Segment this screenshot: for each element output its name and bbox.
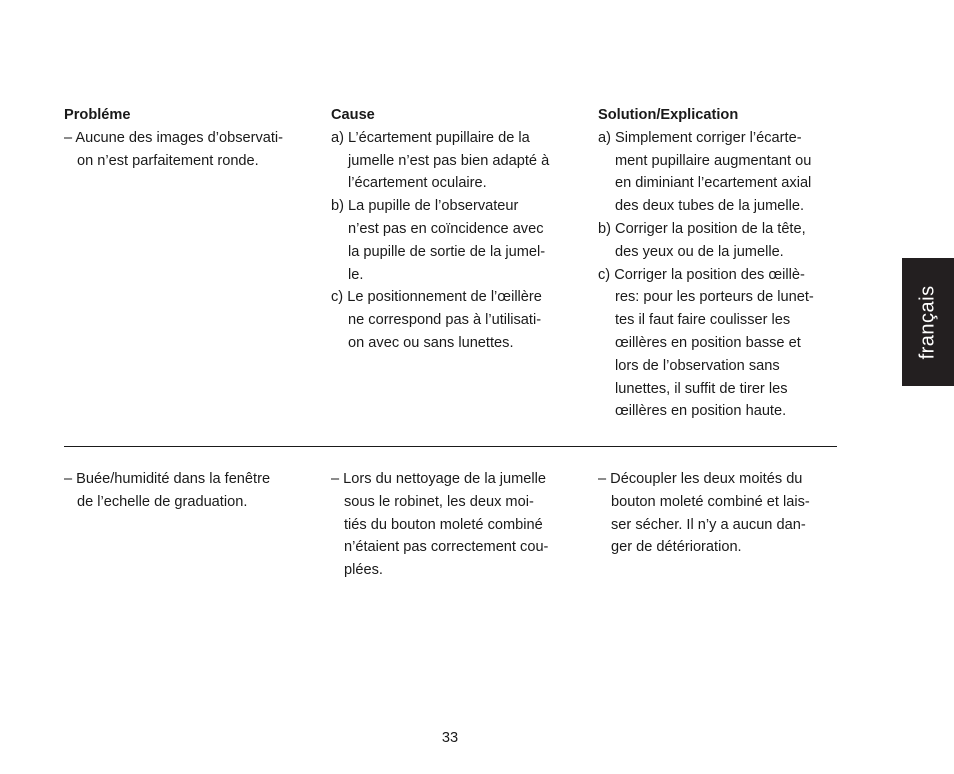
solution-item-b: b) Corriger la position de la tête, des yeux ou de la jumelle. (598, 220, 806, 260)
solution-item-c: c) Corriger la position des œillè- res: pour les porteurs de lunet- tes il faut faire coulisser les œillères en position basse et lors de l’observation sans lunettes, il suffit de tirer les œillères en position haute. (598, 266, 814, 420)
probleme-item: – Aucune des images d’observati- on n’est parfaitement ronde. (64, 129, 284, 169)
header-solution: Solution/Explication (598, 107, 739, 123)
page-number: 33 (441, 730, 459, 746)
header-cause: Cause (331, 107, 375, 123)
solution-item: – Découpler les deux moités du bouton moleté combiné et lais- ser sécher. Il n’y a aucun dan- ger de détérioration. (598, 471, 810, 556)
solution-item-a: a) Simplement corriger l’écarte- ment pupillaire augmentant ou en diminiant l’ecartement axial des deux tubes de la jumelle. (598, 129, 812, 215)
cause-item-b: b) La pupille de l’observateur n’est pas en coïncidence avec la pupille de sortie de la jumel- le. (331, 198, 546, 283)
column-cause-bottom (331, 468, 581, 582)
column-probleme-bottom (64, 468, 314, 514)
language-tab (902, 258, 954, 386)
column-solution-bottom (598, 468, 843, 559)
language-tab-label: français (916, 284, 939, 360)
probleme-item: – Buée/humidité dans la fenêtre de l’echelle de graduation. (64, 471, 271, 510)
table-divider (64, 446, 837, 447)
column-probleme-top (64, 104, 314, 172)
cause-item-a: a) L’écartement pupillaire de la jumelle n’est pas bien adapté à l’écartement oculaire. (331, 129, 550, 192)
cause-item: – Lors du nettoyage de la jumelle sous le robinet, les deux moi- tiés du bouton moleté combiné n’étaient pas correctement cou- plées. (331, 471, 549, 579)
column-cause-top (331, 104, 581, 355)
column-solution-top (598, 104, 843, 423)
header-probleme: Probléme (64, 107, 131, 123)
cause-item-c: c) Le positionnement de l’œillère ne correspond pas à l’utilisati- on avec ou sans lunettes. (331, 289, 542, 351)
